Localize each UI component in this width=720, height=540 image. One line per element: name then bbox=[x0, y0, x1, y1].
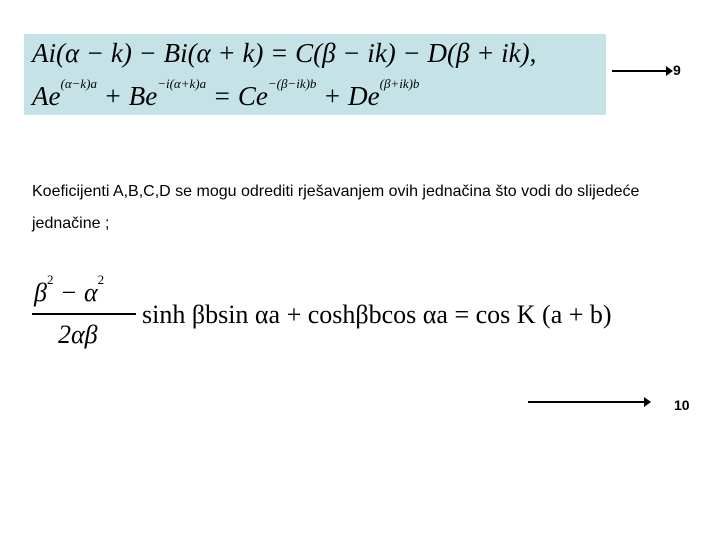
fraction bbox=[32, 270, 136, 360]
numerator-beta: β bbox=[34, 278, 47, 307]
equation-line-1: Ai(α − k) − Bi(α + k) = C(β − ik) − D(β + ik), bbox=[32, 38, 537, 68]
exponent-1: (α−k)a bbox=[60, 76, 98, 91]
exponent-2: −i(α+k)a bbox=[157, 76, 207, 91]
fraction-numerator bbox=[34, 272, 105, 308]
numerator-alpha-exp: 2 bbox=[97, 272, 105, 287]
equation-line-2 bbox=[32, 76, 420, 111]
exponent-3: −(β−ik)b bbox=[267, 76, 317, 91]
term-ce: = Ce bbox=[212, 81, 268, 111]
term-be: + Be bbox=[103, 81, 158, 111]
fraction-denominator: 2αβ bbox=[58, 320, 98, 349]
dispersion-equation bbox=[32, 270, 712, 360]
numerator-beta-exp: 2 bbox=[46, 272, 54, 287]
term-ae: Ae bbox=[32, 81, 61, 111]
arrow-to-eq-9 bbox=[612, 70, 668, 72]
arrow-to-eq-10 bbox=[528, 401, 646, 403]
term-de: + De bbox=[323, 81, 380, 111]
equations-box bbox=[24, 34, 606, 115]
numerator-alpha: − α bbox=[53, 278, 98, 307]
fraction-bar bbox=[32, 313, 136, 315]
exponent-4: (β+ik)b bbox=[379, 76, 420, 91]
equation-rhs: sinh βbsin αa + coshβbcos αa = cos K (a + b) bbox=[142, 300, 612, 329]
explanation-paragraph: Koeficijenti A,B,C,D se mogu odrediti rješavanjem ovih jednačina što vodi do slijedeće jednačine ; bbox=[32, 183, 640, 232]
equation-number-10: 10 bbox=[674, 397, 690, 413]
equation-number-9: 9 bbox=[673, 62, 681, 78]
